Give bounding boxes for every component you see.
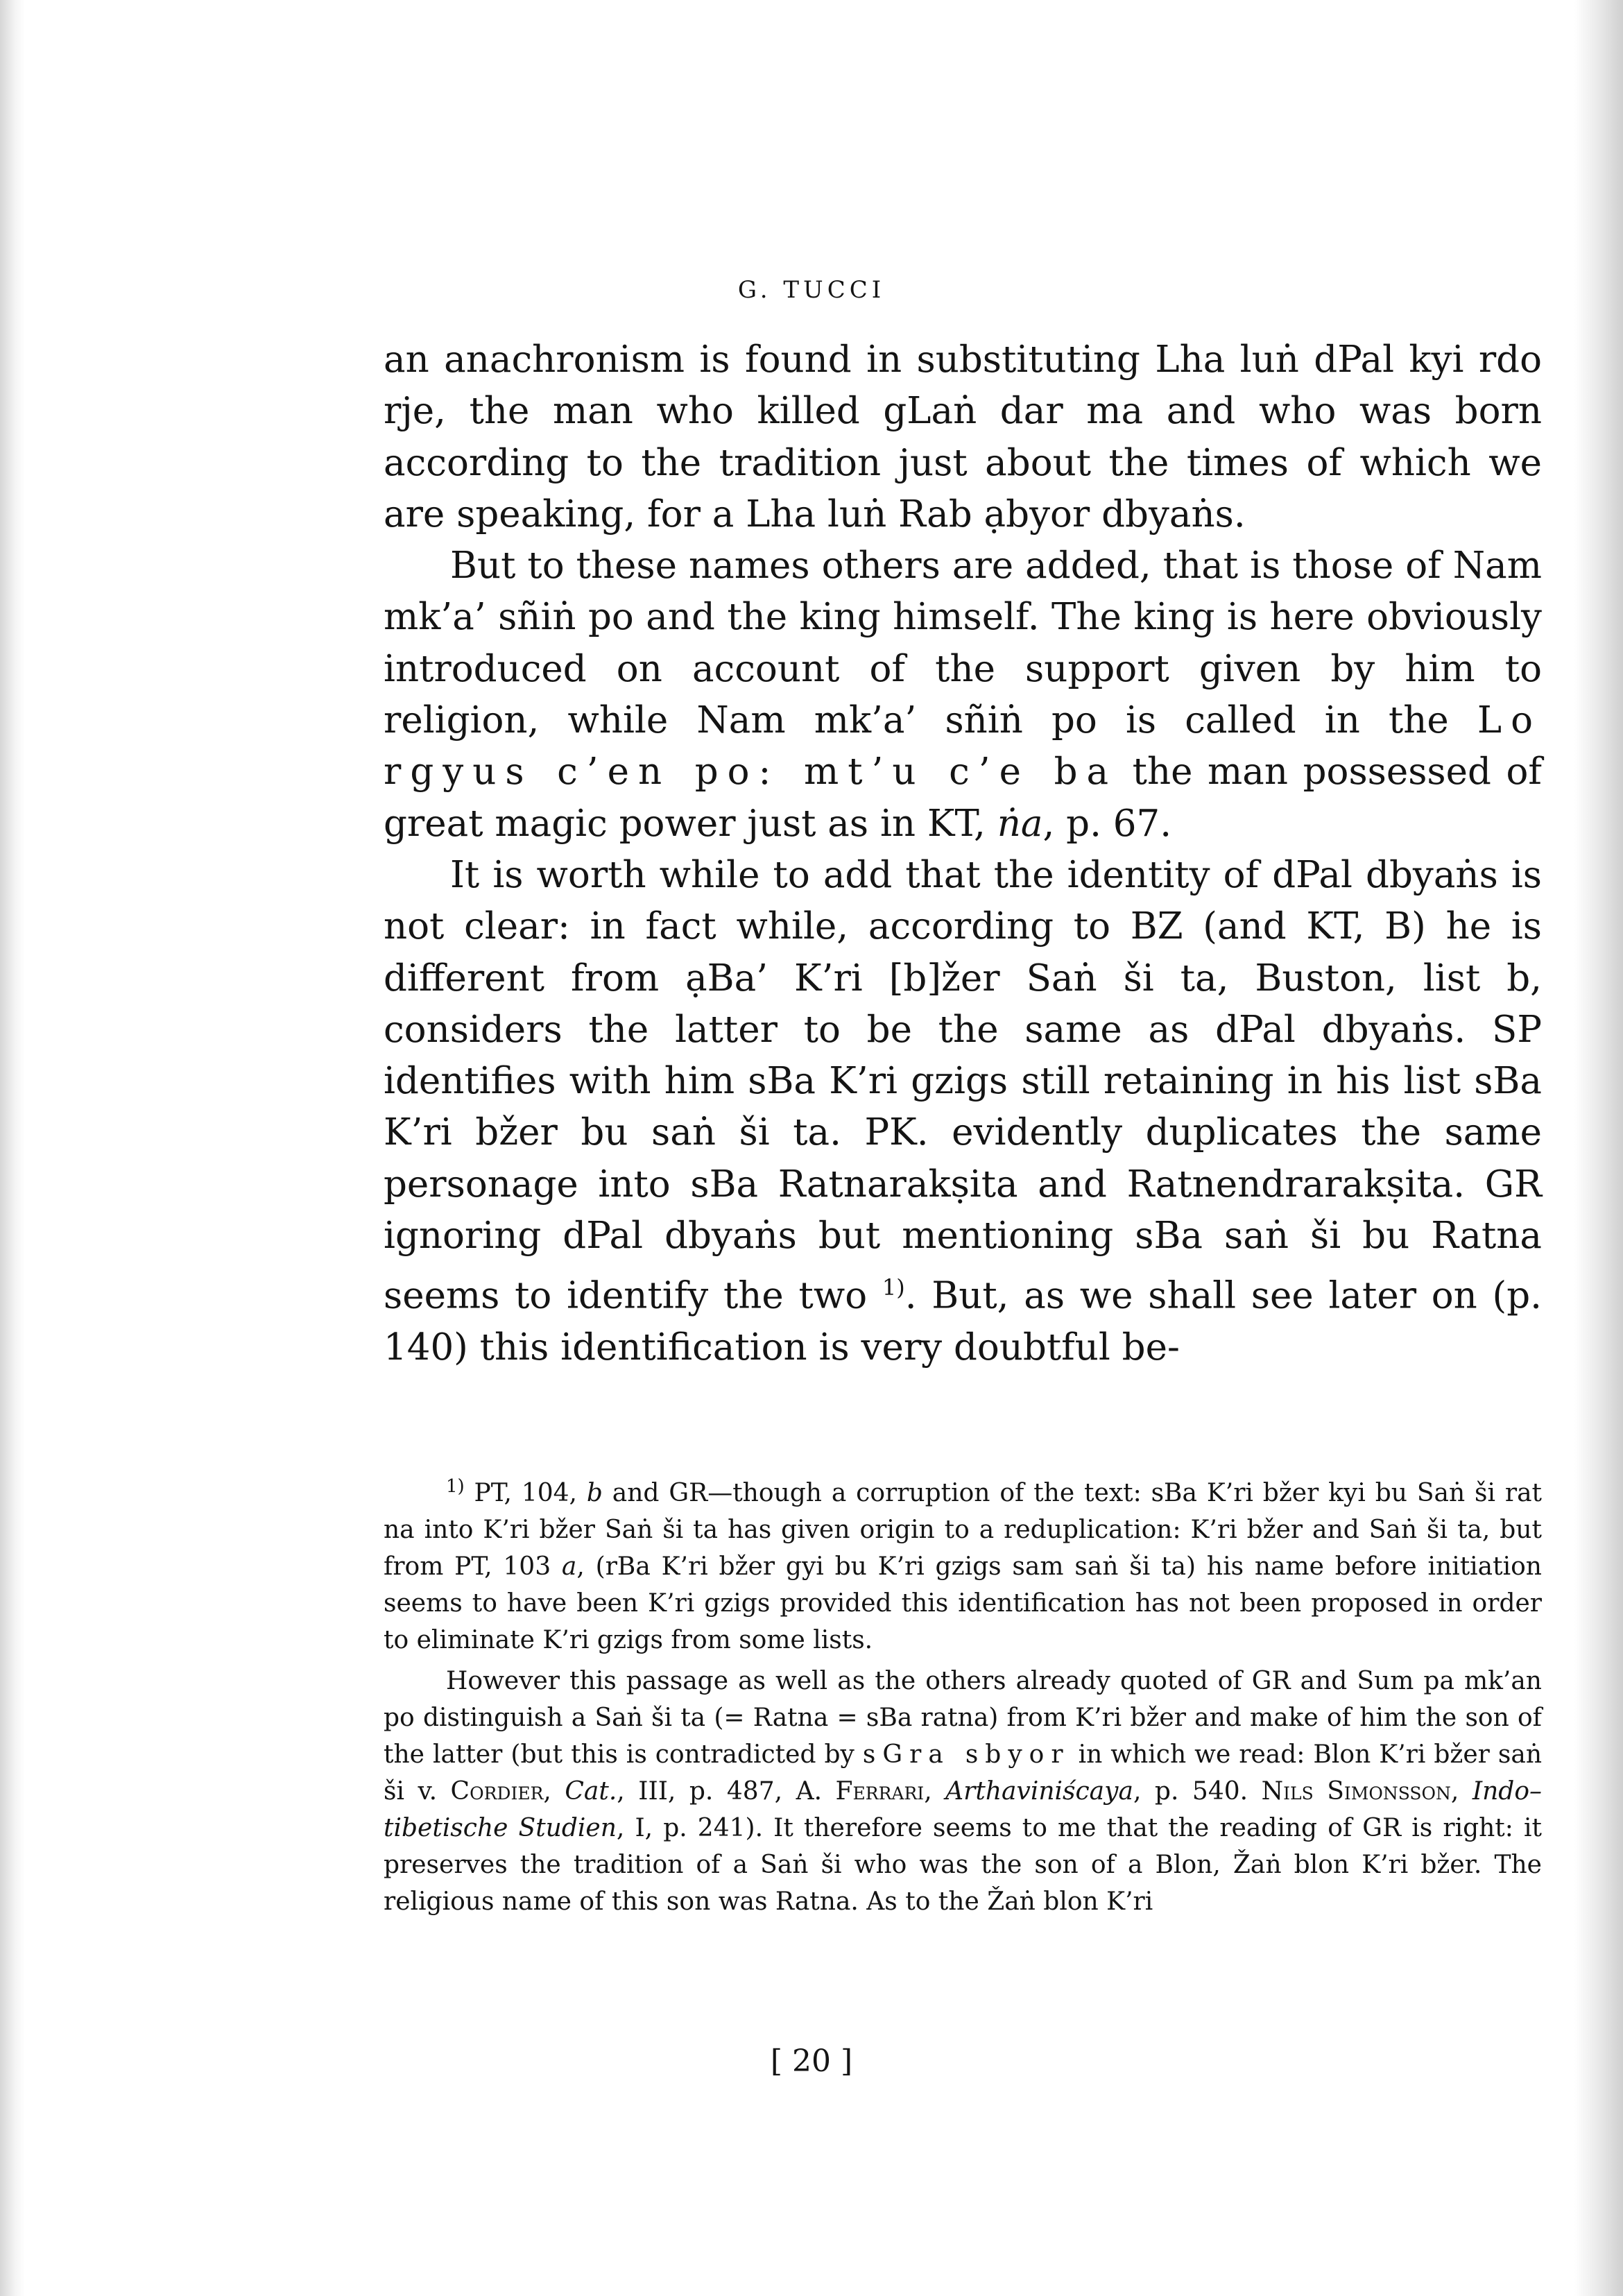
footnote-1: $^{1)}$ PT, 104, b and GR—though a corruption of the text: sBa K’ri bžer kyi bu Saṅ ši rat na into K’ri bžer Saṅ ši ta has given origin to a reduplication: K’ri bžer and Saṅ ši ta, but from PT, 103 a, (rBa K’ri bžer gyi bu K’ri gzigs sam saṅ ši ta) his name before initiation seems to have been K’ri gzigs provided this identification has not been proposed in order to eliminate K’ri gzigs from some lists. xyxy=(384,1476,1542,1654)
paragraph-3: It is worth while to add that the identity of dPal dbyaṅs is not clear: in fact while, according to BZ (and KT, B) he is different from ạBa’ K’ri [b]žer Saṅ ši ta, Buston, list b, considers the latter to be the same as dPal dbyaṅs. SP identifies with him sBa K’ri gzigs still retaining in his list sBa K’ri bžer bu saṅ ši ta. PK. evidently duplicates the same personage into sBa Ratnarakṣita and Ratnendrarakṣita. GR ignoring dPal dbyaṅs but mentioning sBa saṅ ši bu Ratna seems to identify the two $^{1)}$. But, as we shall see later on (p. 140) this identification is very doubtful be- xyxy=(384,853,1542,1369)
running-head: G. TUCCI xyxy=(737,276,886,304)
spaced-title: Lo rgyus c’en po: mt’u c’e ba xyxy=(384,699,1542,794)
main-text xyxy=(384,334,1542,1374)
scan-left-edge xyxy=(0,0,25,2296)
footnotes xyxy=(384,1468,1542,1924)
footnote-1-continuation: However this passage as well as the others already quoted of GR and Sum pa mk’an po distinguish a Saṅ ši ta (= Ratna = sBa ratna) from K’ri bžer and make of him the son of the latter (but this is contradicted by sGra sbyor in which we read: Blon K’ri bžer saṅ ši v. Cordier, Cat., III, p. 487, A. Ferrari, Arthaviniścaya, p. 540. Nils Simonsson, Indo–tibetische Studien, I, p. 241). It therefore seems to me that the reading of GR is right: it preserves the tradition of a Saṅ ši who was the son of a Blon, Žaṅ blon K’ri bžer. The religious name of this son was Ratna. As to the Žaṅ blon K’ri xyxy=(384,1667,1543,1916)
page-number: [ 20 ] xyxy=(770,2044,853,2079)
footnote-reference: 1) xyxy=(882,1274,905,1301)
scan-right-edge xyxy=(1574,0,1623,2296)
paragraph-1: an anachronism is found in substituting Lha luṅ dPal kyi rdo rje, the man who killed gLaṅ dar ma and who was born according to the tradition just about the times of which we are speaking, for a Lha luṅ Rab ạbyor dbyaṅs. xyxy=(384,339,1542,536)
paragraph-2: But to these names others are added, that is those of Nam mk’a’ sñiṅ po and the king himself. The king is here obviously introduced on account of the support given by him to religion, while Nam mk’a’ sñiṅ po is called in the Lo rgyus c’en po: mt’u c’e ba the man possessed of great magic power just as in KT, ṅa, p. 67. xyxy=(384,545,1542,845)
